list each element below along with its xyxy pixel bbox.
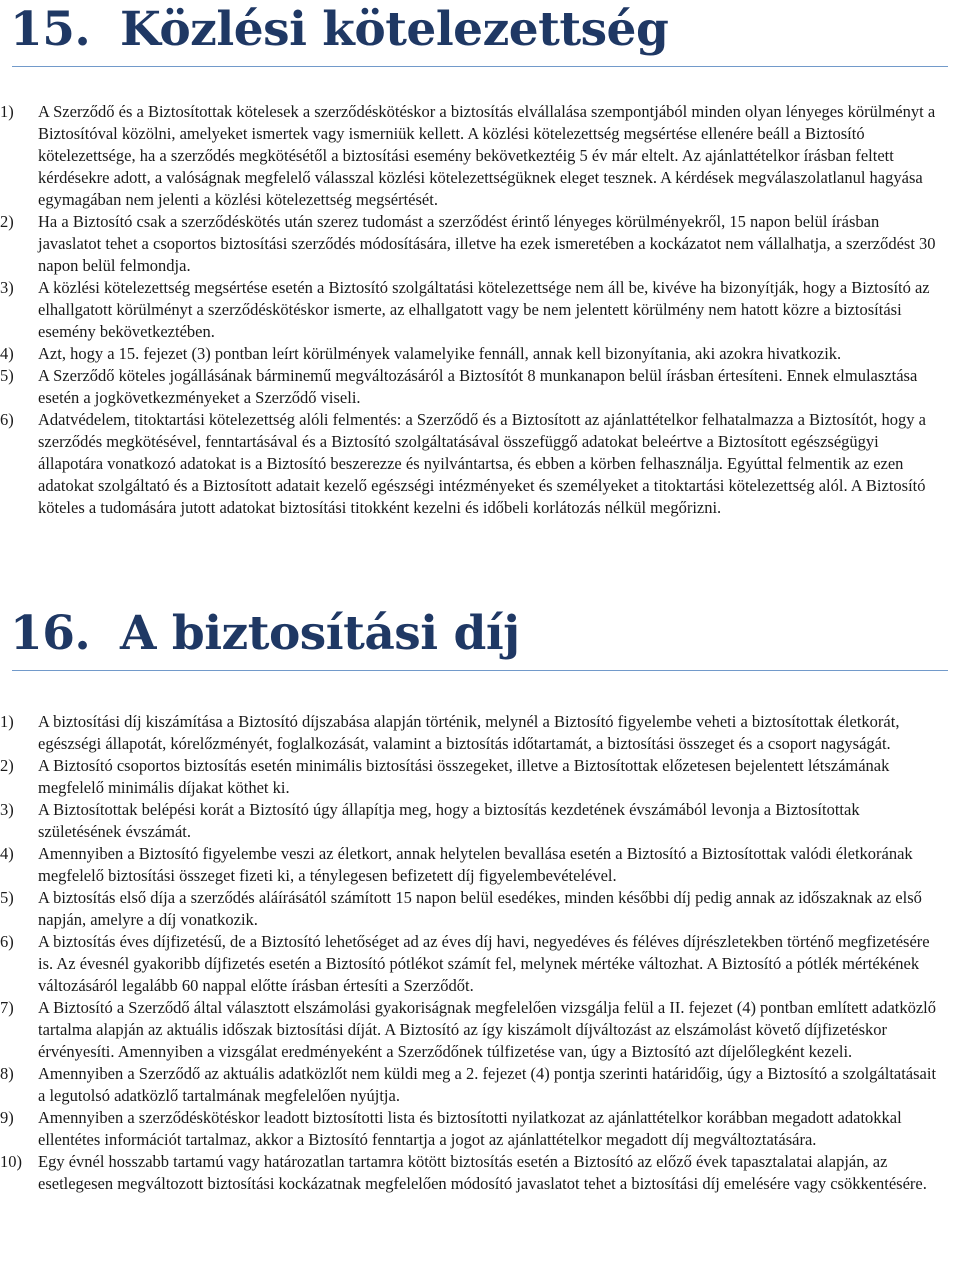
item-number: 5)	[0, 888, 14, 907]
section-16-item-8	[0, 1063, 960, 1107]
section-15-heading	[0, 0, 960, 60]
section-16-item-6	[0, 931, 960, 997]
item-text: Amennyiben a szerződéskötéskor leadott biztosítotti lista és biztosítotti nyilatkozat az ajánlattételkor korábban megadott adatokkal ellentétes információt tartalmaz, akkor a Biztosító fenntartja a jogot az ajánlattételkor megadott díj megváltoztatására.	[38, 1108, 902, 1149]
item-number: 7)	[0, 998, 14, 1017]
item-number: 6)	[0, 410, 14, 429]
item-number: 9)	[0, 1108, 14, 1127]
item-number: 6)	[0, 932, 14, 951]
item-text: A biztosítási díj kiszámítása a Biztosító díjszabása alapján történik, melynél a Biztosító figyelembe veheti a biztosítottak életkorát, egészségi állapotát, kórelőzményét, foglalkozását, valamint a biztosítás időtartamát, a biztosítási összeget és a csoport nagyságát.	[38, 712, 900, 753]
item-text: A Biztosító csoportos biztosítás esetén minimális biztosítási összegeket, illetve a Biztosítottak előzetesen bejelentett létszámának megfelelő minimális díjakat köthet ki.	[38, 756, 890, 797]
section-15-item-4	[0, 343, 960, 365]
item-text: A Szerződő köteles jogállásának bárminemű megváltozásáról a Biztosítót 8 munkanapon belül írásban értesíteni. Ennek elmulasztása esetén a jogkövetkezményeket a Szerződő viseli.	[38, 366, 918, 407]
section-16-item-7	[0, 997, 960, 1063]
item-text: A Szerződő és a Biztosítottak kötelesek a szerződéskötéskor a biztosítás elvállalása szempontjából minden olyan lényeges körülményt a Biztosítóval közölni, amelyeket ismertek vagy ismerniük kellett. A közlési kötelezettség megsértése ellenére beáll a Biztosító kötelezettsége, ha a szerződés megkötésétől a biztosítási esemény bekövetkeztéig 5 év már eltelt. Az ajánlattételkor írásban feltett kérdésekre adott, a valóságnak megfelelő válasszal közlési kötelezettségüknek eleget tesznek. A kérdések megválaszolatlanul hagyása egymagában nem jelenti a közlési kötelezettség megsértését.	[38, 102, 936, 209]
section-15-number: 15.	[10, 2, 91, 57]
section-16-rule	[12, 670, 948, 671]
section-16-title: A biztosítási díj	[120, 606, 520, 661]
section-15-item-6	[0, 409, 960, 519]
item-number: 5)	[0, 366, 14, 385]
section-16-item-5	[0, 887, 960, 931]
item-text: Adatvédelem, titoktartási kötelezettség alóli felmentés: a Szerződő és a Biztosított az ajánlattételkor felhatalmazza a Biztosítót, hogy a szerződés megkötésével, fenntartásával és a Biztosító szolgáltatásával összefüggő adatokat beleértve a Biztosított egészségügyi állapotára vonatkozó adatokat is a Biztosító beszerezze és nyilvántartsa, és ebben a körben felhasználja. Egyúttal felmentik az ezen adatokat szolgáltató és a Biztosított adatait kezelő egészségi intézményeket és személyeket a titoktartási kötelezettség alól. A Biztosító köteles a tudomására jutott adatokat biztosítási titokként kezelni és időbeli korlátozás nélkül megőrizni.	[38, 410, 926, 517]
section-15	[0, 0, 960, 519]
section-15-item-3	[0, 277, 960, 343]
item-text: A biztosítás első díja a szerződés aláírásától számított 15 napon belül esedékes, minden későbbi díj pedig annak az időszaknak az első napján, amelyre a díj vonatkozik.	[38, 888, 922, 929]
item-text: Azt, hogy a 15. fejezet (3) pontban leírt körülmények valamelyike fennáll, annak kell bizonyítania, aki azokra hivatkozik.	[38, 344, 842, 363]
item-text: A biztosítás éves díjfizetésű, de a Biztosító lehetőséget ad az éves díj havi, negyedéves és féléves díjrészletekben történő megfizetésére is. Az évesnél gyakoribb díjfizetés esetén a Biztosító pótlékot számít fel, melynek mértéke változhat. A Biztosító a pótlék mértékének változásáról legalább 60 nappal előtte írásban értesíti a Szerződőt.	[38, 932, 930, 995]
section-16-item-3	[0, 799, 960, 843]
section-15-item-5	[0, 365, 960, 409]
section-15-list	[0, 101, 960, 519]
item-text: Ha a Biztosító csak a szerződéskötés után szerez tudomást a szerződést érintő lényeges körülményekről, 15 napon belül írásban javaslatot tehet a csoportos biztosítási szerződés módosítására, illetve ha ezek ismeretében a kockázatot nem vállalhatja, a szerződést 30 napon belül felmondja.	[38, 212, 936, 275]
item-text: A közlési kötelezettség megsértése esetén a Biztosító szolgáltatási kötelezettsége nem áll be, kivéve ha bizonyítják, hogy a Biztosító az elhallgatott körülményt a szerződéskötéskor ismerte, az elhallgatott vagy be nem jelentett körülmény nem hatott közre a biztosítási esemény bekövetkeztében.	[38, 278, 930, 341]
section-16-item-4	[0, 843, 960, 887]
section-15-item-2	[0, 211, 960, 277]
item-text: Amennyiben a Biztosító figyelembe veszi az életkort, annak helytelen bevallása esetén a Biztosító a Biztosítottak valódi életkorának megfelelő biztosítási összeget fizeti ki, a ténylegesen befizetett díj figyelembevételével.	[38, 844, 913, 885]
item-number: 3)	[0, 800, 14, 819]
section-15-title: Közlési kötelezettség	[120, 2, 669, 57]
section-15-rule	[12, 66, 948, 67]
item-number: 1)	[0, 102, 14, 121]
item-text: Egy évnél hosszabb tartamú vagy határozatlan tartamra kötött biztosítás esetén a Biztosító az előző évek tapasztalatai alapján, az esetlegesen megváltozott biztosítási kockázatnak megfelelően módosító javaslatot tehet a biztosítási díj emelésére vagy csökkentésére.	[38, 1152, 927, 1193]
section-16-heading	[0, 604, 960, 664]
item-text: A Biztosítottak belépési korát a Biztosító úgy állapítja meg, hogy a biztosítás kezdetének évszámából levonja a Biztosítottak születésének évszámát.	[38, 800, 860, 841]
section-16-item-10	[0, 1151, 960, 1195]
item-number: 2)	[0, 212, 14, 231]
item-number: 10)	[0, 1152, 22, 1171]
section-16-number: 16.	[10, 606, 91, 661]
section-16-item-1	[0, 711, 960, 755]
section-16-list	[0, 711, 960, 1195]
item-number: 8)	[0, 1064, 14, 1083]
item-number: 4)	[0, 344, 14, 363]
section-16-item-9	[0, 1107, 960, 1151]
item-number: 4)	[0, 844, 14, 863]
item-text: Amennyiben a Szerződő az aktuális adatközlőt nem küldi meg a 2. fejezet (4) pontja szerinti határidőig, úgy a Biztosító a szolgáltatásait a legutolsó adatközlő tartalmának megfelelően nyújtja.	[38, 1064, 937, 1105]
section-16-item-2	[0, 755, 960, 799]
item-text: A Biztosító a Szerződő által választott elszámolási gyakoriságnak megfelelően vizsgálja felül a II. fejezet (4) pontban említett adatközlő tartalma alapján az aktuális időszak biztosítási díját. A Biztosító az így kiszámolt díjváltozást az elszámolást követő díjfizetéskor érvényesíti. Amennyiben a vizsgálat eredményeként a Szerződőnek túlfizetése van, úgy a Biztosító azt díjelőlegként kezeli.	[38, 998, 937, 1061]
section-16	[0, 604, 960, 1195]
section-15-item-1	[0, 101, 960, 211]
item-number: 1)	[0, 712, 14, 731]
item-number: 2)	[0, 756, 14, 775]
item-number: 3)	[0, 278, 14, 297]
